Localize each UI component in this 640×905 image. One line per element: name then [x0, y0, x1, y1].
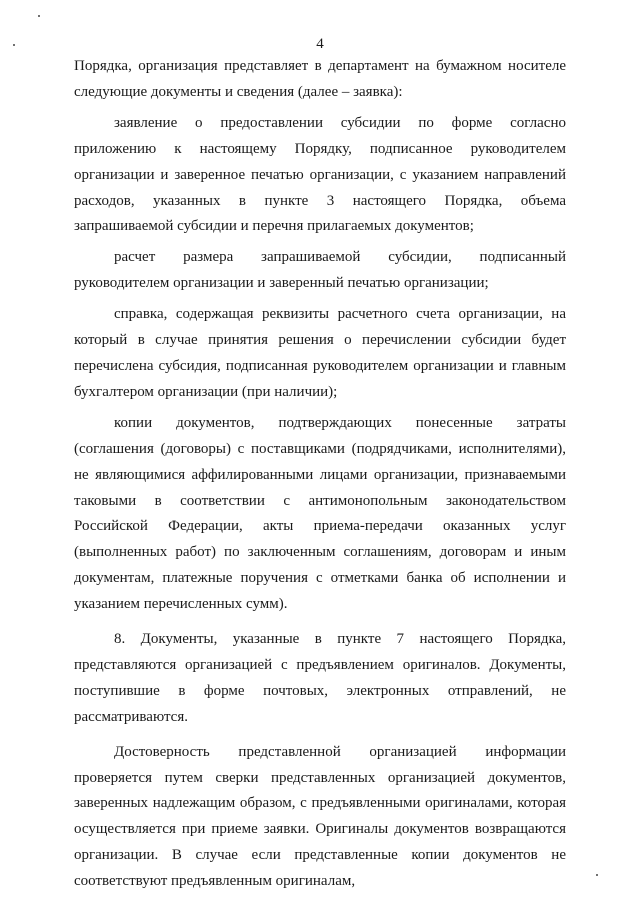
paragraph-application: заявление о предоставлении субсидии по форме согласно приложению к настоящему Порядку, подписанное руководителем организации и заверенное печатью организации, с указанием направлений расходов, указанных в пункте 3 настоящего Порядка, объема запрашиваемой субсидии и перечня прилагаемых документов; [74, 114, 566, 235]
scan-speck [596, 874, 598, 876]
paragraph-calculation: расчет размера запрашиваемой субсидии, подписанный руководителем организации и заверенный печатью организации; [74, 249, 566, 292]
document-body [74, 54, 566, 895]
paragraph-item-8: 8. Документы, указанные в пункте 7 настоящего Порядка, представляются организацией с предъявлением оригиналов. Документы, поступившие в форме почтовых, электронных отправлений, не рассматриваются. [74, 631, 566, 725]
page-number: 4 [316, 36, 324, 52]
paragraph-intro: Порядка, организация представляет в департамент на бумажном носителе следующие документы и сведения (далее – заявка): [74, 58, 566, 100]
paragraph-bank-details: справка, содержащая реквизиты расчетного счета организации, на который в случае принятия решения о перечислении субсидии будет перечислена субсидия, подписанная руководителем организации и главным бухгалтером организации (при наличии); [74, 306, 566, 400]
paragraph-verification: Достоверность представленной организацией информации проверяется путем сверки представленных организацией документов, заверенных надлежащим образом, с предъявленными оригиналами, которая осуществляется при приеме заявки. Оригиналы документов возвращаются организации. В случае если представленные копии документов не соответствуют предъявленным оригиналам, [74, 743, 566, 890]
scan-speck [38, 15, 40, 17]
paragraph-copies: копии документов, подтверждающих понесенные затраты (соглашения (договоры) с поставщиками (подрядчиками, исполнителями), не являющимися аффилированными лицами организации, признаваемыми таковыми в соответствии с антимонопольным законодательством Российской Федерации, акты приема-передачи оказанных услуг (выполненных работ) по заключенным соглашениям, договорам и иным документам, платежные поручения с отметками банка об исполнении и указанием перечисленных сумм). [74, 414, 566, 613]
